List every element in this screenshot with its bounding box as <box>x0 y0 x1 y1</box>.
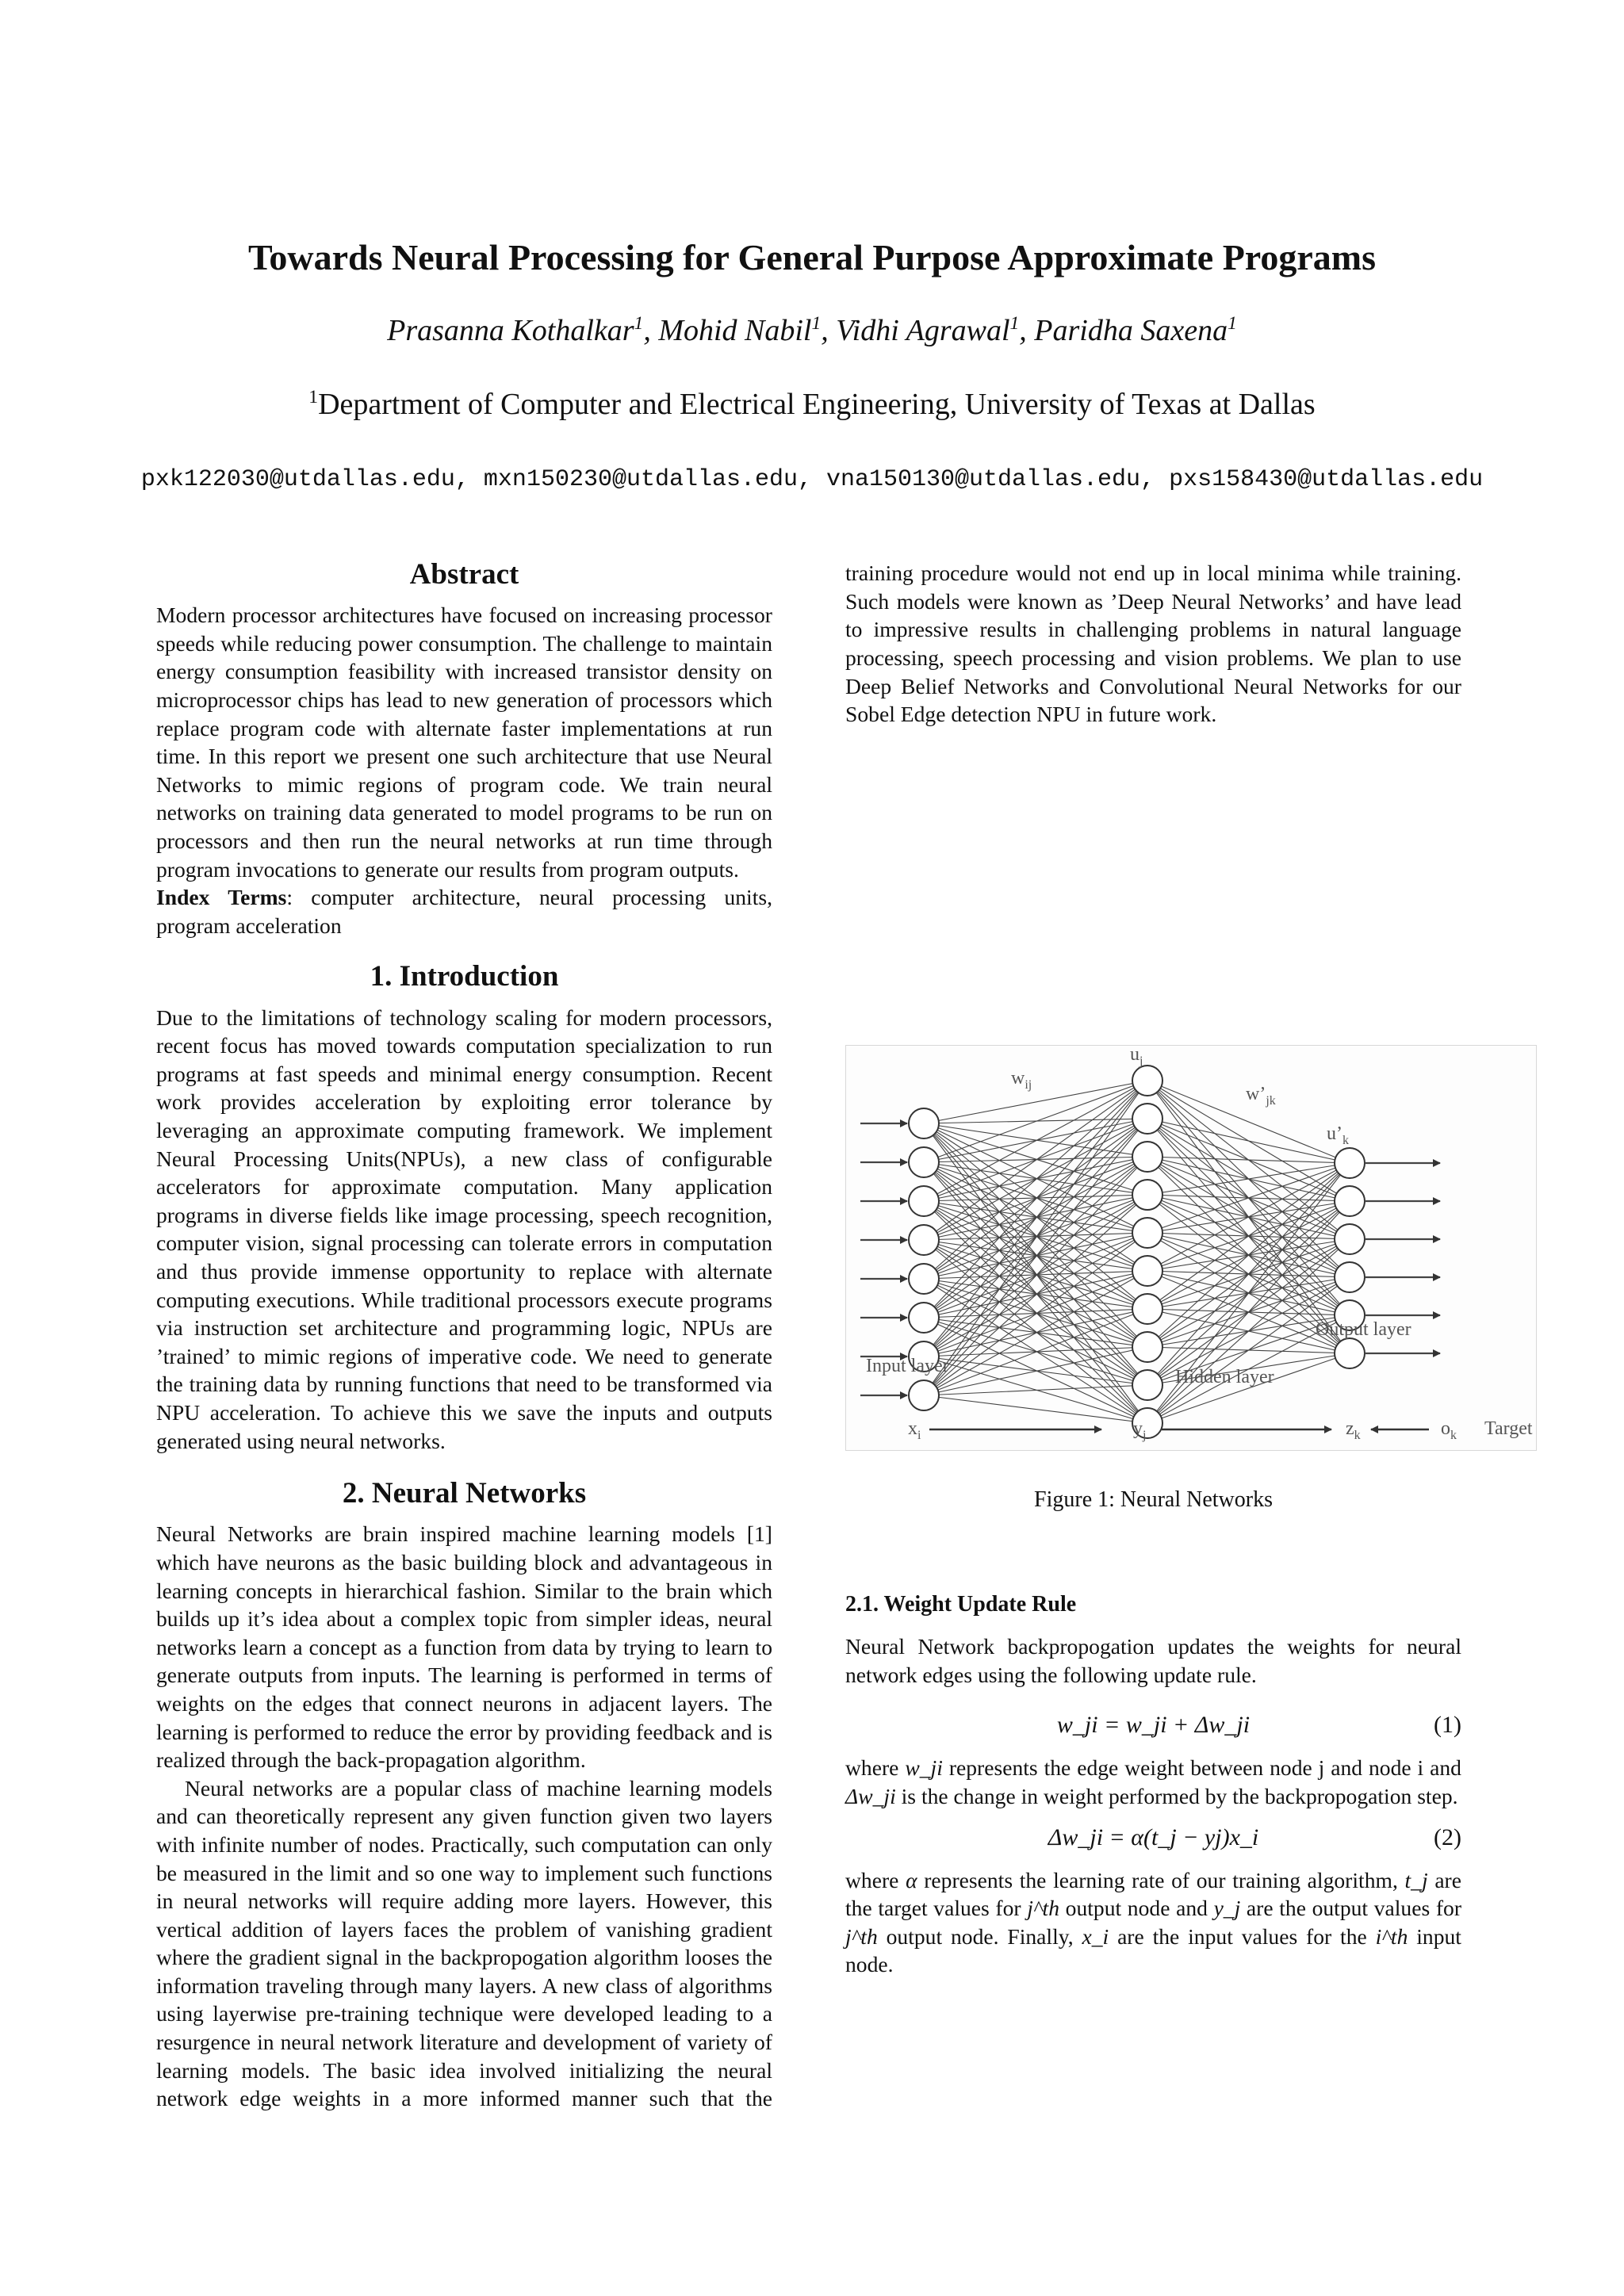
input-node <box>909 1380 939 1410</box>
hidden-node <box>1132 1066 1162 1096</box>
equation-1-number: (1) <box>1434 1712 1461 1739</box>
abstract-heading: Abstract <box>409 558 519 591</box>
hidden-output-edge <box>1147 1119 1350 1163</box>
author-sup: 1 <box>1228 312 1237 334</box>
author-name: Prasanna Kothalkar <box>387 314 634 347</box>
hidden-output-edge <box>1147 1163 1350 1233</box>
author-list: Prasanna Kothalkar$^1$, Mohid Nabil$^1$, Vidhi Agrawal$^1$, Paridha Saxena$^1$ <box>387 312 1237 347</box>
output-node <box>1335 1262 1365 1292</box>
input-hidden-edge <box>924 1081 1147 1201</box>
equation-2 <box>845 1819 1461 1862</box>
hidden-node <box>1132 1294 1162 1324</box>
nn-paragraph-2: Neural networks are a popular class of machine learning models and can theoretically represent any given function given two layers with infinite number of nodes. Practically, such computation can only be measured in the limit and so one way to implement such functions in neural networks will require adding more layers. However, this vertical addition of layers faces the problem of vanishing gradient where the gradient signal in the backpropogation algorithm looses the information traveling through many layers. A new class of algorithms using layerwise pre-training technique were developed leading to a resurgence in neural network literature and development of variety of learning models. The basic idea involved initializing the neural network edge weights in a more informed manner such that the <box>156 1775 772 2111</box>
author-sup: 1 <box>811 312 822 334</box>
right-column <box>845 560 1533 1979</box>
target-label: Target <box>1484 1418 1533 1439</box>
equation-2-explanation: where α represents the learning rate of our training algorithm, t_j are the target values for j^th output node and y_j are the output values for j^th output node. Finally, x_i are the input values for the i^th input node. <box>845 1867 1462 1977</box>
network-edges <box>924 1081 1350 1423</box>
affiliation-text: Department of Computer and Electrical Engineering, University of Texas at Dallas <box>318 388 1316 421</box>
weight-wij-label: $w_{ij}$ <box>1011 1068 1032 1092</box>
o-label: $o_k$ <box>1441 1418 1457 1442</box>
input-hidden-edge <box>924 1395 1147 1423</box>
weight-wjk-label: $w’_{jk}$ <box>1246 1084 1276 1108</box>
output-node <box>1335 1338 1365 1368</box>
equation-1 <box>845 1706 1461 1749</box>
equation-1-expression: w_ji = w_ji + Δw_ji <box>1056 1712 1251 1739</box>
hidden-node <box>1132 1256 1162 1286</box>
index-terms <box>156 883 772 939</box>
output-node <box>1335 1148 1365 1178</box>
weight-update-intro: Neural Network backpropogation updates the weights for neural network edges using the following update rule. <box>845 1634 1461 1687</box>
nn-paragraph-1: Neural Networks are brain inspired machine learning models [1] which have neurons as the basic building block and advantageous in learning concepts in hierarchical fashion. Similar to the brain which builds up it’s idea about a complex topic from simpler ideas, neural networks learn a concept as a function from data by trying to learn to generate outputs from inputs. The learning is performed in terms of weights on the edges that connect neurons in adjacent layers. The learning is performed to reduce the error by providing feedback and is realized through the back-propagation algorithm. <box>156 1521 772 1773</box>
figure-caption: Figure 1: Neural Networks <box>1034 1487 1273 1512</box>
hidden-node <box>1132 1370 1162 1400</box>
hidden-layer-label: Hidden layer <box>1175 1367 1274 1387</box>
equation-1-explanation: where w_ji represents the edge weight between node j and node i and Δw_ji is the change in weight performed by the backpropogation step. <box>845 1755 1461 1808</box>
hidden-output-edge <box>1147 1277 1350 1423</box>
hidden-node <box>1132 1104 1162 1134</box>
neural-network-figure <box>845 1045 1537 1451</box>
hidden-node <box>1132 1218 1162 1248</box>
input-node <box>909 1108 939 1138</box>
input-hidden-edge <box>924 1081 1147 1123</box>
nn-heading: 2. Neural Networks <box>342 1477 587 1510</box>
author-name: Vidhi Agrawal <box>836 314 1010 347</box>
y-label: $y_j$ <box>1133 1418 1147 1442</box>
hidden-node <box>1132 1180 1162 1210</box>
author-sup: 1 <box>634 312 644 334</box>
output-node <box>1335 1186 1365 1216</box>
equation-2-number: (2) <box>1434 1823 1461 1850</box>
affiliation <box>0 387 1624 422</box>
hidden-output-edge <box>1147 1157 1350 1163</box>
author-emails: pxk122030@utdallas.edu, mxn150230@utdallas.edu, vna150130@utdallas.edu, pxs158430@utdallas.edu <box>140 466 1484 493</box>
input-node <box>909 1186 939 1216</box>
node-uk-label: $u’_k$ <box>1327 1123 1349 1147</box>
input-layer-label: Input layer <box>866 1356 949 1376</box>
hidden-output-edge <box>1147 1163 1350 1309</box>
input-hidden-edge <box>924 1157 1147 1395</box>
hidden-node <box>1132 1142 1162 1172</box>
left-column <box>156 557 772 2114</box>
output-node <box>1335 1224 1365 1254</box>
input-node <box>909 1303 939 1333</box>
author-name: Paridha Saxena <box>1034 314 1228 347</box>
node-uj-label: $u_j$ <box>1130 1046 1143 1068</box>
equation-2-expression: Δw_ji = α(t_j − yj)x_i <box>1048 1823 1259 1850</box>
nn-paragraph-2-continued <box>845 560 1461 1012</box>
network-nodes <box>909 1066 1365 1438</box>
paper-title: Towards Neural Processing for General Purpose Approximate Programs <box>247 237 1377 277</box>
intro-heading: 1. Introduction <box>370 960 559 993</box>
output-layer-label: Output layer <box>1316 1319 1411 1340</box>
input-node <box>909 1147 939 1177</box>
weight-update-heading: 2.1. Weight Update Rule <box>845 1591 1077 1617</box>
input-hidden-edge <box>924 1081 1147 1318</box>
x-label: $x_i$ <box>908 1418 921 1442</box>
hidden-node <box>1132 1332 1162 1362</box>
index-terms-label: Index Terms <box>156 885 287 910</box>
nn-paragraph-2-continued-text: training procedure would not end up in local minima while training. Such models were known as ’Deep Neural Networks’ and have lead to impressive results in challenging problems in natural language processing, speech processing and vision problems. We plan to use Deep Belief Networks and Convolutional Neural Networks for our Sobel Edge detection NPU in future work. <box>845 561 1461 727</box>
author-name: Mohid Nabil <box>658 314 812 347</box>
author-sup: 1 <box>1009 312 1020 334</box>
intro-body: Due to the limitations of technology scaling for modern processors, recent focus has moved towards computation specialization to run programs at fast speeds and minimal energy consumption. Recent work provides acceleration by exploiting error tolerance by leveraging an approximate computing framework. We implement Neural Processing Units(NPUs), a new class of configurable accelerators for approximate computation. Many application programs in diverse fields like image processing, speech recognition, computer vision, signal processing can tolerate errors in computation and thus provide immense opportunity to replace with alternate computing executions. While traditional processors execute programs via instruction set architecture and programming logic, NPUs are ’trained’ to mimic regions of imperative code. We need to generate the training data by running functions that need to be transformed via NPU acceleration. To achieve this we save the inputs and outputs generated using neural networks. <box>156 1004 772 1453</box>
abstract-body: Modern processor architectures have focused on increasing processor speeds while reducing power consumption. The challenge to maintain energy consumption feasibility with increased transistor density on microprocessor chips has lead to new generation of processors which replace program code with alternate faster implementations at run time. In this report we present one such architecture that use Neural Networks to mimic regions of program code. We train neural networks on training data generated to model programs to be run on processors and then run the neural networks at run time through program invocations to generate our results from program outputs. <box>156 603 772 882</box>
affiliation-sup: 1 <box>308 386 319 408</box>
neural-network-diagram <box>846 1046 1536 1450</box>
input-node <box>909 1225 939 1255</box>
hidden-output-edge <box>1147 1163 1350 1385</box>
input-node <box>909 1264 939 1294</box>
z-label: $z_k$ <box>1346 1418 1361 1442</box>
hidden-output-edge <box>1147 1353 1350 1423</box>
index-terms-text: : computer architecture, neural processing units, program acceleration <box>156 885 772 938</box>
